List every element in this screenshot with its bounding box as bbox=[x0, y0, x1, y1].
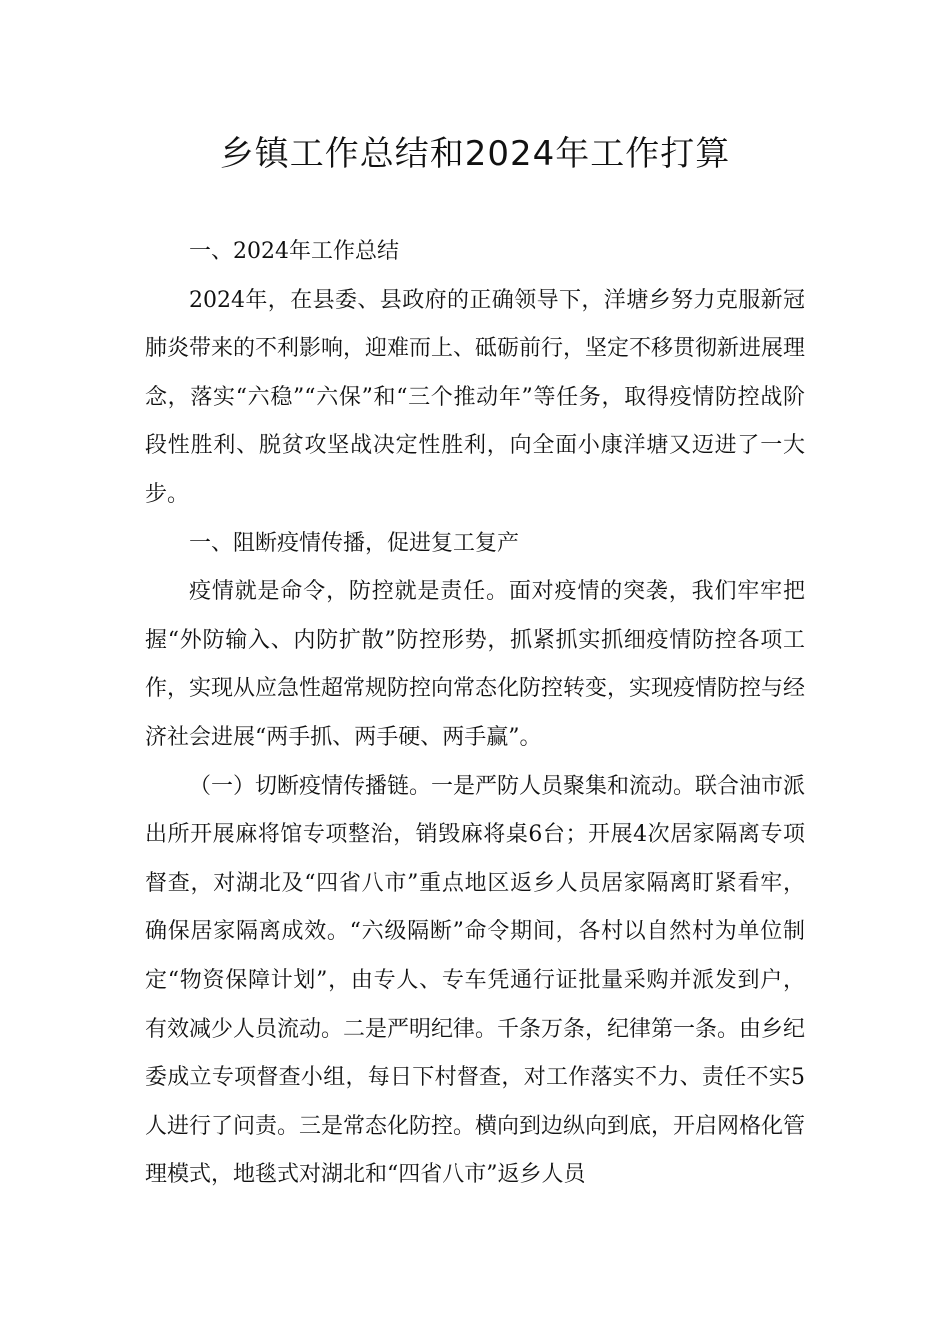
paragraph: 2024年，在县委、县政府的正确领导下，洋塘乡努力克服新冠肺炎带来的不利影响，迎难而上、砥砺前行，坚定不移贯彻新进展理念，落实“六稳”“六保”和“三个推动年”等任务，取得疫情防控战阶段性胜利、脱贫攻坚战决定性胜利，向全面小康洋塘又迈进了一大步。 bbox=[145, 287, 806, 507]
document-body bbox=[145, 228, 805, 1200]
document-title: 乡镇工作总结和2024年工作打算 bbox=[219, 134, 731, 174]
section-heading: 一、阻断疫情传播，促进复工复产 bbox=[189, 530, 520, 556]
section-heading: 一、2024年工作总结 bbox=[189, 239, 399, 264]
paragraph: 疫情就是命令，防控就是责任。面对疫情的突袭，我们牢牢把握“外防输入、内防扩散”防控形势，抓紧抓实抓细疫情防控各项工作，实现从应急性超常规防控向常态化防控转变，实现疫情防控与经济社会进展“两手抓、两手硬、两手赢”。 bbox=[145, 579, 806, 750]
paragraph: （一）切断疫情传播链。一是严防人员聚集和流动。联合油市派出所开展麻将馆专项整治，销毁麻将桌6台；开展4次居家隔离专项督查，对湖北及“四省八市”重点地区返乡人员居家隔离盯紧看牢，确保居家隔离成效。“六级隔断”命令期间，各村以自然村为单位制定“物资保障计划”，由专人、专车凭通行证批量采购并派发到户，有效减少人员流动。二是严明纪律。千条万条，纪律第一条。由乡纪委成立专项督查小组，每日下村督查，对工作落实不力、责任不实5人进行了问责。三是常态化防控。横向到边纵向到底，开启网格化管理模式，地毯式对湖北和“四省八市”返乡人员 bbox=[145, 773, 806, 1188]
